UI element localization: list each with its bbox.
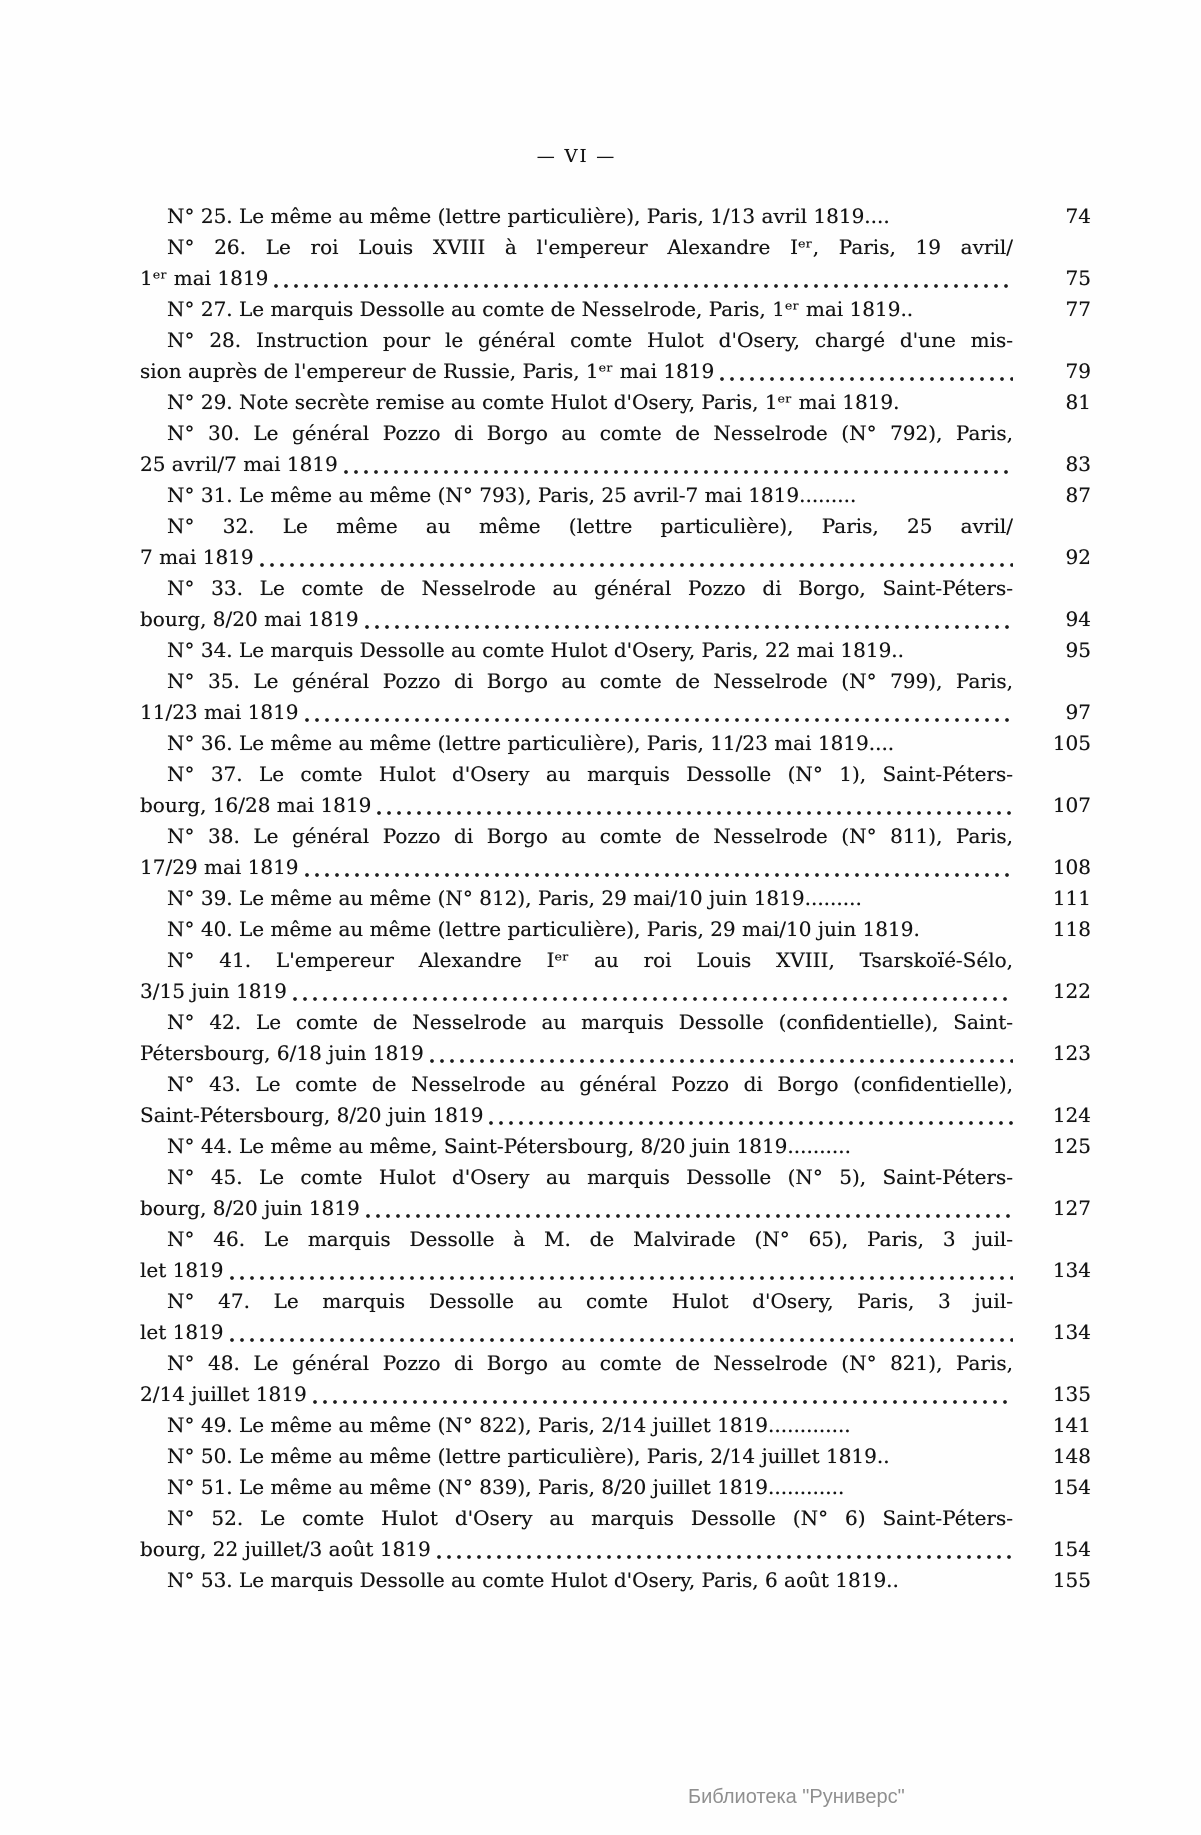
entry-page-number: 141 <box>1052 1413 1091 1437</box>
toc-line <box>140 883 1091 914</box>
toc-line <box>140 573 1091 604</box>
dot-leader <box>257 542 1013 573</box>
toc-entry <box>140 635 1091 666</box>
entry-text: N° 45. Le comte Hulot d'Osery au marquis Dessolle (N° 5), Saint-Péters- <box>167 1165 1013 1189</box>
entry-page-number: 127 <box>1052 1196 1091 1220</box>
page-number-heading: — VI — <box>536 146 617 167</box>
toc-line <box>140 976 1091 1007</box>
entry-page-number: 125 <box>1052 1134 1091 1158</box>
toc-line <box>140 1007 1091 1038</box>
entry-page-number: 134 <box>1052 1258 1091 1282</box>
entry-text: N° 49. Le même au même (N° 822), Paris, 2/14 juillet 1819............. <box>167 1413 851 1437</box>
dot-leader <box>302 852 1013 883</box>
entry-text: N° 41. L'empereur Alexandre Iᵉʳ au roi Louis XVIII, Tsarskoïé-Sélo, <box>167 948 1013 972</box>
toc-entry <box>140 1069 1091 1131</box>
toc-entry <box>140 387 1091 418</box>
entry-text: N° 53. Le marquis Dessolle au comte Hulot d'Osery, Paris, 6 août 1819.. <box>167 1568 899 1592</box>
entry-text: 17/29 mai 1819 <box>140 855 299 879</box>
toc-line <box>140 1472 1091 1503</box>
entry-page-number: 79 <box>1065 359 1091 383</box>
entry-text: 7 mai 1819 <box>140 545 254 569</box>
entry-text: N° 25. Le même au même (lettre particulière), Paris, 1/13 avril 1819.... <box>167 204 890 228</box>
entry-page-number: 77 <box>1065 297 1091 321</box>
dot-leader <box>227 1317 1013 1348</box>
toc-line <box>140 263 1091 294</box>
toc-entry <box>140 759 1091 821</box>
toc-entry <box>140 945 1091 1007</box>
entry-text: N° 36. Le même au même (lettre particulière), Paris, 11/23 mai 1819.... <box>167 731 895 755</box>
entry-text: N° 33. Le comte de Nesselrode au général Pozzo di Borgo, Saint-Péters- <box>167 576 1013 600</box>
entry-text: 25 avril/7 mai 1819 <box>140 452 338 476</box>
dot-leader <box>362 604 1013 635</box>
toc-entry <box>140 1131 1091 1162</box>
entry-page-number: 87 <box>1065 483 1091 507</box>
dot-leader <box>341 449 1013 480</box>
entry-text: N° 27. Le marquis Dessolle au comte de Nesselrode, Paris, 1ᵉʳ mai 1819.. <box>167 297 914 321</box>
toc-entry <box>140 821 1091 883</box>
entry-page-number: 108 <box>1052 855 1091 879</box>
entry-text: N° 42. Le comte de Nesselrode au marquis Dessolle (confidentielle), Saint- <box>167 1010 1013 1034</box>
entry-text: bourg, 8/20 juin 1819 <box>140 1196 360 1220</box>
entry-text: N° 50. Le même au même (lettre particulière), Paris, 2/14 juillet 1819.. <box>167 1444 890 1468</box>
toc-line <box>140 1379 1091 1410</box>
entry-text: N° 37. Le comte Hulot d'Osery au marquis Dessolle (N° 1), Saint-Péters- <box>167 762 1013 786</box>
entry-text: N° 38. Le général Pozzo di Borgo au comte de Nesselrode (N° 811), Paris, <box>167 824 1013 848</box>
toc-entry <box>140 1224 1091 1286</box>
toc-entry <box>140 294 1091 325</box>
toc-line <box>140 1348 1091 1379</box>
entry-text: sion auprès de l'empereur de Russie, Paris, 1ᵉʳ mai 1819 <box>140 359 715 383</box>
entry-text: N° 48. Le général Pozzo di Borgo au comte de Nesselrode (N° 821), Paris, <box>167 1351 1013 1375</box>
entry-text: Pétersbourg, 6/18 juin 1819 <box>140 1041 424 1065</box>
toc-entry <box>140 728 1091 759</box>
toc-line <box>140 1441 1091 1472</box>
entry-page-number: 75 <box>1065 266 1091 290</box>
entry-page-number: 155 <box>1052 1568 1091 1592</box>
toc-line <box>140 1100 1091 1131</box>
entry-page-number: 81 <box>1065 390 1091 414</box>
entry-page-number: 123 <box>1052 1041 1091 1065</box>
toc-line <box>140 232 1091 263</box>
entry-text: N° 40. Le même au même (lettre particulière), Paris, 29 mai/10 juin 1819. <box>167 917 920 941</box>
entry-text: 1ᵉʳ mai 1819 <box>140 266 269 290</box>
toc-line <box>140 387 1091 418</box>
entry-page-number: 74 <box>1065 204 1091 228</box>
dot-leader <box>363 1193 1013 1224</box>
entry-text: N° 32. Le même au même (lettre particulière), Paris, 25 avril/ <box>167 514 1013 538</box>
entry-text: N° 47. Le marquis Dessolle au comte Hulot d'Osery, Paris, 3 juil- <box>167 1289 1013 1313</box>
toc-entry <box>140 666 1091 728</box>
toc-entry <box>140 1441 1091 1472</box>
toc-entry <box>140 1565 1091 1596</box>
entry-text: bourg, 16/28 mai 1819 <box>140 793 372 817</box>
toc-line <box>140 604 1091 635</box>
toc-line <box>140 1503 1091 1534</box>
toc-line <box>140 325 1091 356</box>
toc-entry <box>140 201 1091 232</box>
book-page <box>140 0 1091 1835</box>
entry-page-number: 135 <box>1052 1382 1091 1406</box>
toc-line <box>140 821 1091 852</box>
toc-entry <box>140 480 1091 511</box>
toc-line <box>140 914 1091 945</box>
toc-line <box>140 1131 1091 1162</box>
toc-line <box>140 1565 1091 1596</box>
toc-entry <box>140 1007 1091 1069</box>
dot-leader <box>374 790 1013 821</box>
dot-leader <box>310 1379 1013 1410</box>
entry-text: N° 30. Le général Pozzo di Borgo au comte de Nesselrode (N° 792), Paris, <box>167 421 1013 445</box>
toc-line <box>140 1224 1091 1255</box>
entry-text: 11/23 mai 1819 <box>140 700 299 724</box>
entry-page-number: 154 <box>1052 1537 1091 1561</box>
toc-line <box>140 852 1091 883</box>
toc-entry <box>140 1410 1091 1441</box>
toc-line <box>140 759 1091 790</box>
entry-text: let 1819 <box>140 1258 224 1282</box>
entry-text: Saint-Pétersbourg, 8/20 juin 1819 <box>140 1103 484 1127</box>
dot-leader <box>486 1100 1013 1131</box>
entry-text: bourg, 22 juillet/3 août 1819 <box>140 1537 431 1561</box>
toc-entry <box>140 1503 1091 1565</box>
entry-page-number: 154 <box>1052 1475 1091 1499</box>
toc-line <box>140 1162 1091 1193</box>
entry-text: N° 51. Le même au même (N° 839), Paris, 8/20 juillet 1819............ <box>167 1475 845 1499</box>
dot-leader <box>427 1038 1013 1069</box>
toc-entry <box>140 1162 1091 1224</box>
entry-text: 2/14 juillet 1819 <box>140 1382 307 1406</box>
toc-line <box>140 1286 1091 1317</box>
toc-entry <box>140 325 1091 387</box>
entry-page-number: 92 <box>1065 545 1091 569</box>
toc-entries <box>140 201 1091 1596</box>
entry-page-number: 111 <box>1052 886 1091 910</box>
toc-entry <box>140 1348 1091 1410</box>
toc-entry <box>140 1286 1091 1348</box>
entry-text: N° 28. Instruction pour le général comte Hulot d'Osery, chargé d'une mis- <box>167 328 1013 352</box>
entry-text: N° 43. Le comte de Nesselrode au général Pozzo di Borgo (confidentielle), <box>167 1072 1013 1096</box>
toc-line <box>140 697 1091 728</box>
toc-line <box>140 480 1091 511</box>
toc-entry <box>140 511 1091 573</box>
dot-leader <box>271 263 1013 294</box>
entry-page-number: 134 <box>1052 1320 1091 1344</box>
dot-leader <box>302 697 1013 728</box>
toc-line <box>140 449 1091 480</box>
toc-line <box>140 1534 1091 1565</box>
entry-text: N° 44. Le même au même, Saint-Pétersbourg, 8/20 juin 1819.......... <box>167 1134 851 1158</box>
toc-line <box>140 945 1091 976</box>
toc-line <box>140 356 1091 387</box>
toc-line <box>140 418 1091 449</box>
toc-line <box>140 511 1091 542</box>
entry-text: N° 46. Le marquis Dessolle à M. de Malvirade (N° 65), Paris, 3 juil- <box>167 1227 1013 1251</box>
toc-line <box>140 1255 1091 1286</box>
toc-line <box>140 542 1091 573</box>
entry-page-number: 107 <box>1052 793 1091 817</box>
entry-text: N° 52. Le comte Hulot d'Osery au marquis Dessolle (N° 6) Saint-Péters- <box>167 1506 1013 1530</box>
entry-page-number: 148 <box>1052 1444 1091 1468</box>
entry-text: 3/15 juin 1819 <box>140 979 287 1003</box>
entry-text: N° 26. Le roi Louis XVIII à l'empereur Alexandre Iᵉʳ, Paris, 19 avril/ <box>167 235 1013 259</box>
toc-line <box>140 294 1091 325</box>
entry-page-number: 105 <box>1052 731 1091 755</box>
entry-page-number: 124 <box>1052 1103 1091 1127</box>
entry-text: N° 31. Le même au même (N° 793), Paris, 25 avril-7 mai 1819......... <box>167 483 857 507</box>
toc-line <box>140 1317 1091 1348</box>
toc-entry <box>140 573 1091 635</box>
entry-page-number: 97 <box>1065 700 1091 724</box>
entry-page-number: 118 <box>1052 917 1091 941</box>
toc-entry <box>140 232 1091 294</box>
entry-text: N° 29. Note secrète remise au comte Hulot d'Osery, Paris, 1ᵉʳ mai 1819. <box>167 390 900 414</box>
toc-entry <box>140 418 1091 480</box>
dot-leader <box>717 356 1013 387</box>
entry-page-number: 94 <box>1065 607 1091 631</box>
toc-entry <box>140 883 1091 914</box>
toc-line <box>140 201 1091 232</box>
toc-line <box>140 1038 1091 1069</box>
entry-text: N° 34. Le marquis Dessolle au comte Hulot d'Osery, Paris, 22 mai 1819.. <box>167 638 905 662</box>
toc-line <box>140 1410 1091 1441</box>
toc-entry <box>140 1472 1091 1503</box>
toc-line <box>140 790 1091 821</box>
entry-page-number: 95 <box>1065 638 1091 662</box>
library-watermark: Библиотека "Руниверс" <box>688 1786 905 1808</box>
toc-line <box>140 728 1091 759</box>
entry-text: bourg, 8/20 mai 1819 <box>140 607 359 631</box>
dot-leader <box>227 1255 1013 1286</box>
toc-line <box>140 666 1091 697</box>
entry-text: let 1819 <box>140 1320 224 1344</box>
entry-text: N° 39. Le même au même (N° 812), Paris, 29 mai/10 juin 1819......... <box>167 886 862 910</box>
toc-line <box>140 1193 1091 1224</box>
entry-page-number: 83 <box>1065 452 1091 476</box>
dot-leader <box>290 976 1013 1007</box>
entry-text: N° 35. Le général Pozzo di Borgo au comte de Nesselrode (N° 799), Paris, <box>167 669 1013 693</box>
toc-line <box>140 635 1091 666</box>
entry-page-number: 122 <box>1052 979 1091 1003</box>
toc-entry <box>140 914 1091 945</box>
dot-leader <box>434 1534 1013 1565</box>
toc-line <box>140 1069 1091 1100</box>
